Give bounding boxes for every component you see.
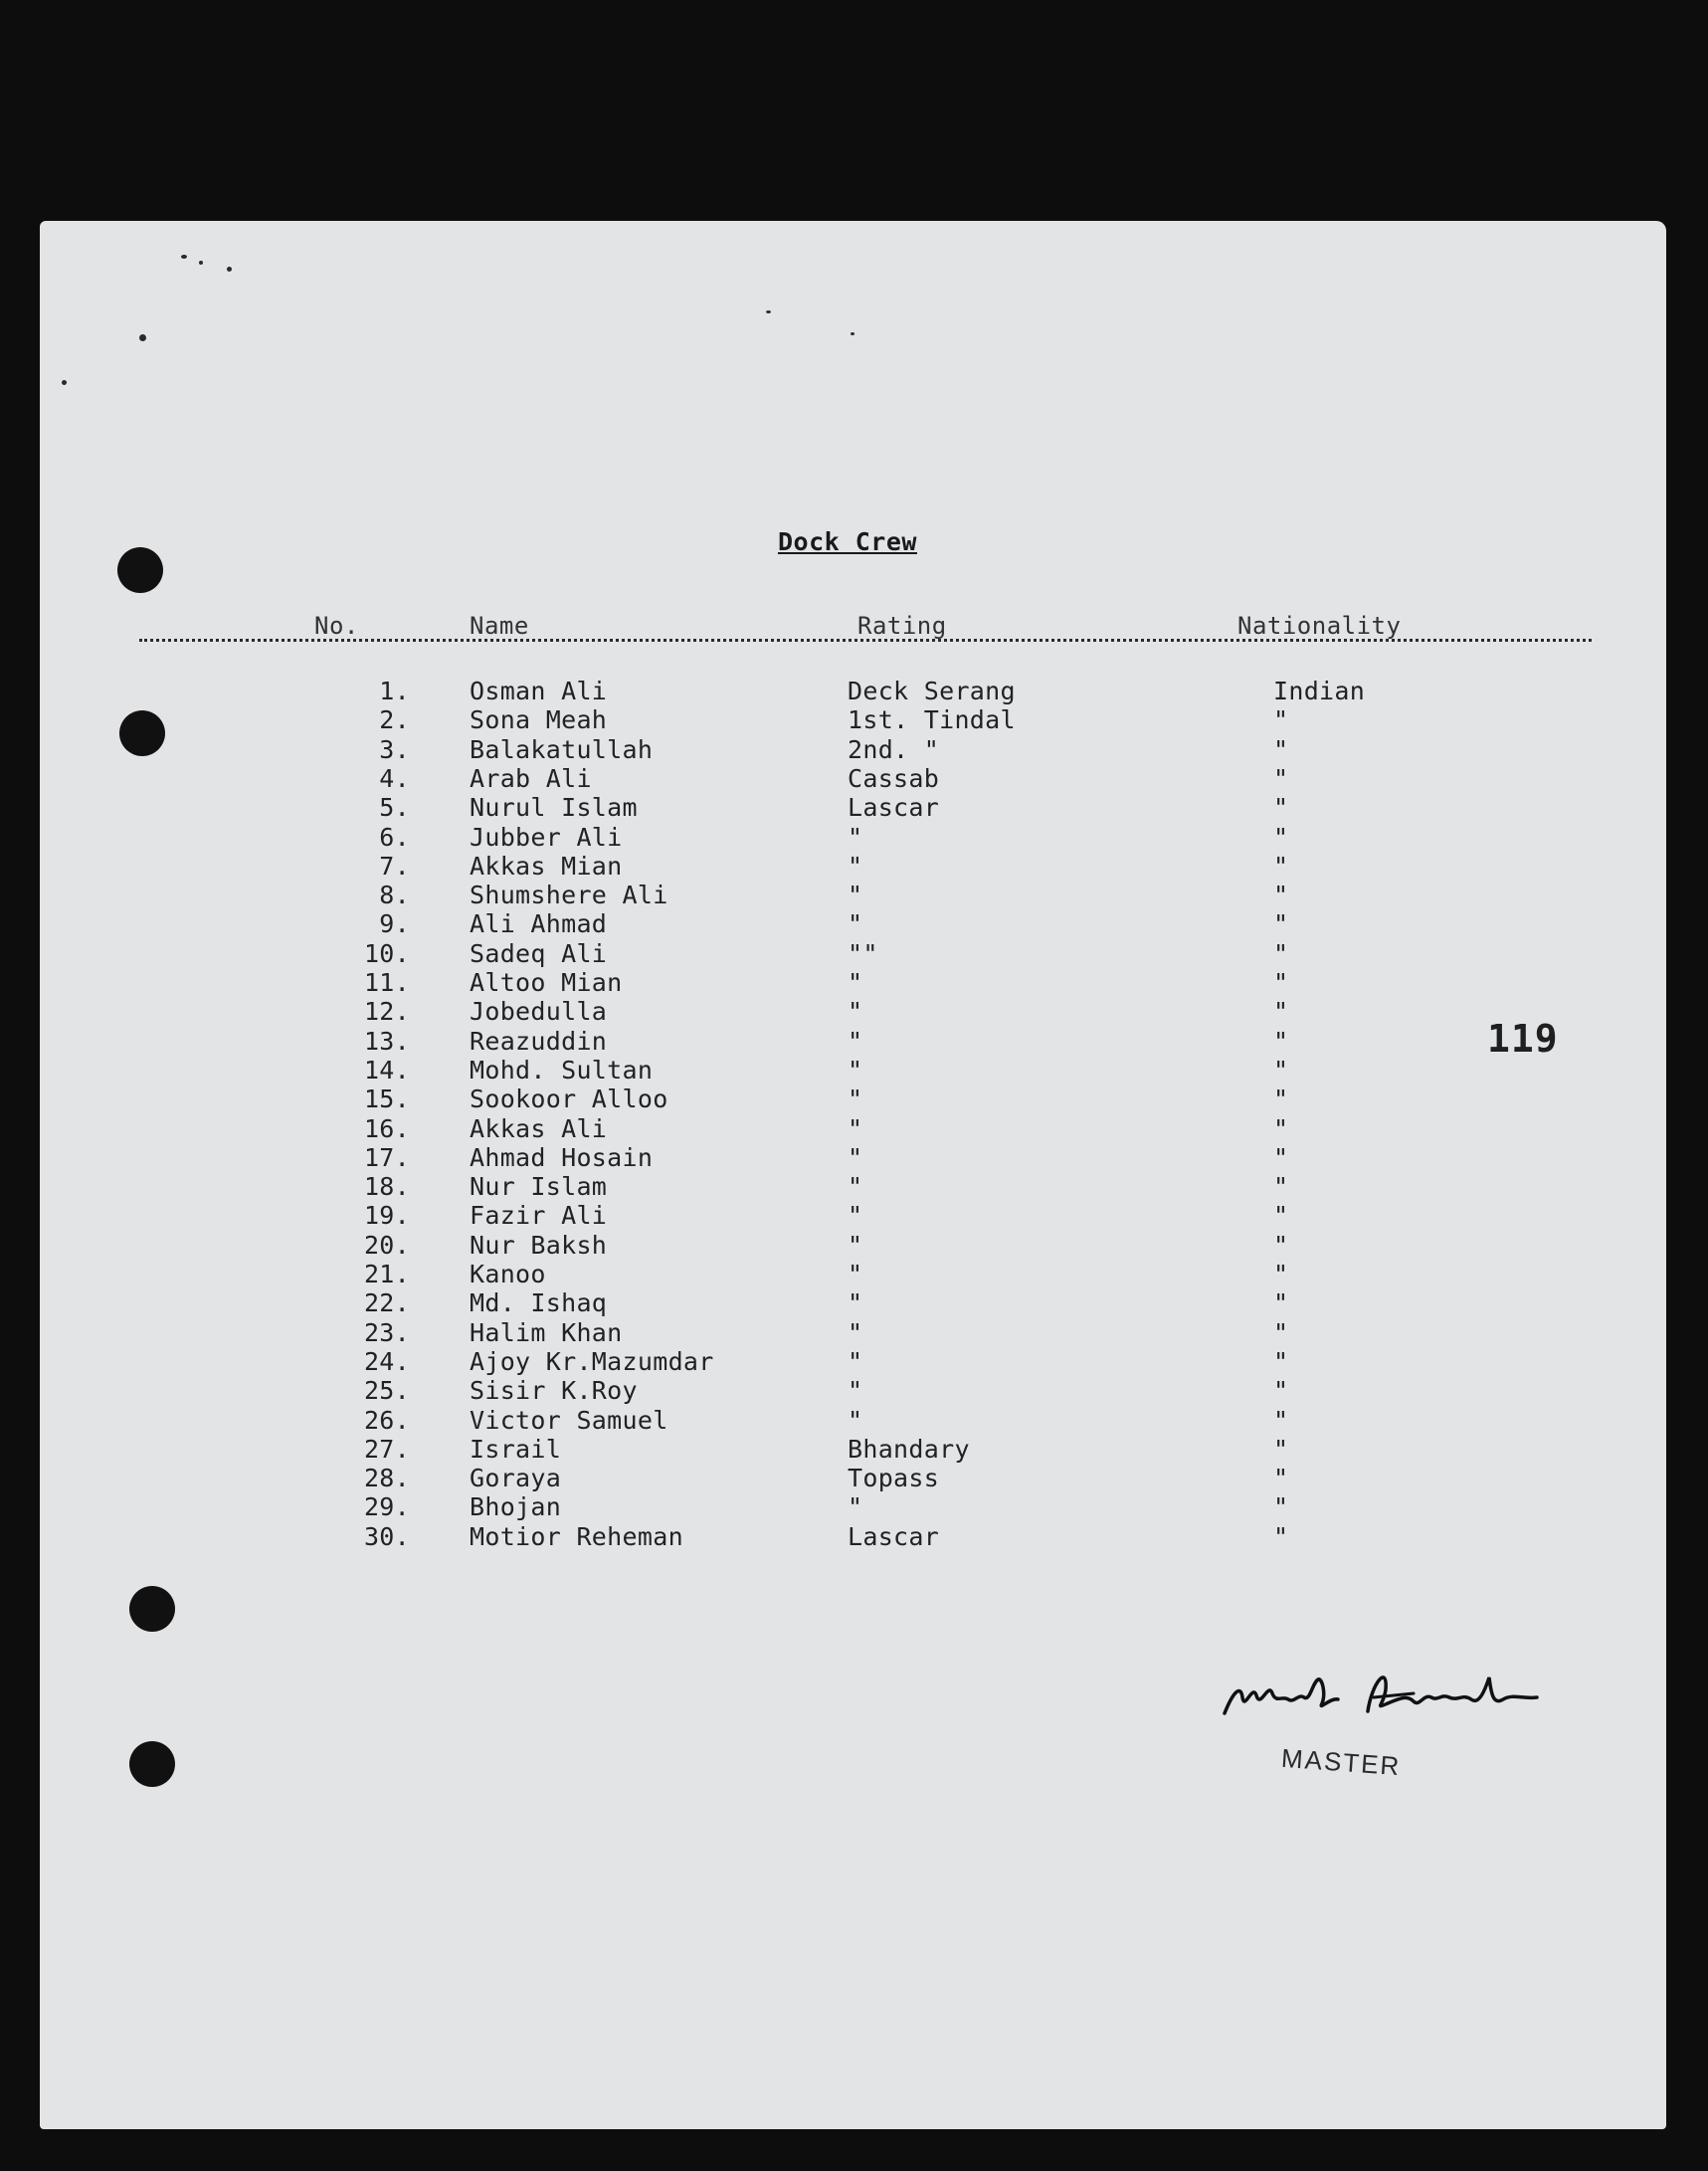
- crew-name: Nur Baksh: [470, 1230, 608, 1260]
- crew-nationality: ": [1273, 793, 1289, 823]
- crew-nationality: ": [1273, 1464, 1289, 1493]
- row-number: 15.: [363, 1085, 410, 1114]
- crew-nationality: ": [1273, 1172, 1289, 1202]
- row-number: 1.: [379, 677, 410, 705]
- punch-hole: [129, 1586, 175, 1632]
- ink-speck: [851, 332, 854, 335]
- table-row: [40, 1085, 1631, 1113]
- row-number: 12.: [363, 997, 410, 1027]
- crew-rating: ": [848, 997, 863, 1027]
- crew-nationality: ": [1273, 1201, 1289, 1231]
- crew-name: Akkas Ali: [470, 1113, 608, 1143]
- crew-name: Osman Ali: [470, 677, 608, 705]
- row-number: 23.: [363, 1317, 410, 1347]
- crew-name: Fazir Ali: [470, 1201, 608, 1231]
- crew-name: Ali Ahmad: [470, 909, 608, 939]
- crew-rating: ": [848, 1201, 863, 1231]
- crew-name: Victor Samuel: [470, 1405, 668, 1435]
- table-row: [40, 735, 1631, 764]
- crew-rating: ": [848, 1260, 863, 1288]
- crew-name: Israil: [470, 1434, 562, 1464]
- row-number: 2.: [379, 705, 410, 735]
- crew-rating: Cassab: [848, 763, 940, 793]
- ink-speck: [766, 310, 771, 313]
- crew-name: Nurul Islam: [470, 793, 638, 823]
- row-number: 26.: [363, 1405, 410, 1435]
- crew-rating: Lascar: [848, 1521, 940, 1551]
- crew-rating: ": [848, 822, 863, 852]
- crew-rating: 2nd. ": [848, 734, 940, 764]
- table-row: [40, 997, 1631, 1026]
- crew-rating: ": [848, 1172, 863, 1202]
- crew-rating: ": [848, 1317, 863, 1347]
- column-header-rating: Rating: [857, 612, 947, 640]
- crew-name: Sisir K.Roy: [470, 1376, 638, 1406]
- row-number: 25.: [363, 1376, 410, 1406]
- crew-rating: ": [848, 909, 863, 939]
- crew-name: Akkas Mian: [470, 851, 623, 881]
- crew-nationality: ": [1273, 1288, 1289, 1318]
- crew-nationality: ": [1273, 1346, 1289, 1376]
- crew-nationality: ": [1273, 997, 1289, 1027]
- crew-name: Ajoy Kr.Mazumdar: [470, 1346, 714, 1376]
- crew-rating: Deck Serang: [848, 677, 1016, 705]
- row-number: 16.: [363, 1113, 410, 1143]
- table-row: [40, 1406, 1631, 1435]
- crew-name: Sona Meah: [470, 705, 608, 735]
- table-row: [40, 1288, 1631, 1317]
- table-row: [40, 1492, 1631, 1521]
- crew-nationality: ": [1273, 1376, 1289, 1406]
- row-number: 17.: [363, 1142, 410, 1172]
- table-row: [40, 852, 1631, 881]
- document-title: Dock Crew: [778, 527, 917, 556]
- crew-rating: ": [848, 1026, 863, 1056]
- row-number: 24.: [363, 1346, 410, 1376]
- row-number: 27.: [363, 1434, 410, 1464]
- punch-hole: [129, 1741, 175, 1787]
- crew-nationality: ": [1273, 1260, 1289, 1288]
- crew-nationality: ": [1273, 968, 1289, 997]
- crew-nationality: ": [1273, 705, 1289, 735]
- column-header-nationality: Nationality: [1237, 612, 1402, 640]
- crew-nationality: ": [1273, 1142, 1289, 1172]
- crew-nationality: ": [1273, 1113, 1289, 1143]
- crew-nationality: ": [1273, 1434, 1289, 1464]
- ink-speck: [181, 255, 187, 259]
- table-row: [40, 1027, 1631, 1056]
- crew-nationality: ": [1273, 851, 1289, 881]
- table-row: [40, 1347, 1631, 1376]
- crew-name: Altoo Mian: [470, 968, 623, 997]
- column-header-name: Name: [470, 612, 529, 640]
- table-row: [40, 793, 1631, 822]
- row-number: 10.: [363, 938, 410, 968]
- row-number: 28.: [363, 1464, 410, 1493]
- row-number: 8.: [379, 881, 410, 910]
- ink-speck: [139, 334, 146, 341]
- crew-nationality: ": [1273, 1405, 1289, 1435]
- table-row: [40, 764, 1631, 793]
- crew-name: Nur Islam: [470, 1172, 608, 1202]
- crew-rating: ": [848, 1055, 863, 1085]
- row-number: 3.: [379, 734, 410, 764]
- table-row: [40, 1435, 1631, 1464]
- table-row: [40, 909, 1631, 938]
- table-row: [40, 968, 1631, 997]
- crew-name: Bhojan: [470, 1492, 562, 1522]
- row-number: 7.: [379, 851, 410, 881]
- crew-nationality: ": [1273, 734, 1289, 764]
- row-number: 9.: [379, 909, 410, 939]
- table-row: [40, 1231, 1631, 1260]
- crew-name: Md. Ishaq: [470, 1288, 608, 1318]
- crew-name: Mohd. Sultan: [470, 1055, 654, 1085]
- crew-name: Kanoo: [470, 1260, 546, 1288]
- crew-nationality: ": [1273, 822, 1289, 852]
- crew-rating: ": [848, 1405, 863, 1435]
- crew-rating: ": [848, 881, 863, 910]
- table-row: [40, 705, 1631, 734]
- crew-nationality: ": [1273, 1521, 1289, 1551]
- crew-rating: ": [848, 1376, 863, 1406]
- crew-nationality: Indian: [1273, 677, 1366, 705]
- crew-name: Jobedulla: [470, 997, 608, 1027]
- crew-rating: ": [848, 1492, 863, 1522]
- row-number: 29.: [363, 1492, 410, 1522]
- ink-speck: [199, 261, 203, 265]
- row-number: 21.: [363, 1260, 410, 1288]
- crew-rating: Lascar: [848, 793, 940, 823]
- table-row: [40, 1143, 1631, 1172]
- table-row: [40, 1172, 1631, 1201]
- row-number: 20.: [363, 1230, 410, 1260]
- crew-name: Sadeq Ali: [470, 938, 608, 968]
- crew-name: Balakatullah: [470, 734, 654, 764]
- crew-name: Jubber Ali: [470, 822, 623, 852]
- crew-nationality: ": [1273, 1492, 1289, 1522]
- table-row: [40, 1522, 1631, 1551]
- table-row: [40, 677, 1631, 705]
- crew-rating: Bhandary: [848, 1434, 970, 1464]
- crew-rating: ": [848, 1346, 863, 1376]
- table-row: [40, 1260, 1631, 1288]
- page-number: 119: [1487, 1017, 1559, 1061]
- signature-icon: [1219, 1654, 1577, 1743]
- crew-nationality: ": [1273, 1026, 1289, 1056]
- table-row: [40, 823, 1631, 852]
- crew-rating: 1st. Tindal: [848, 705, 1016, 735]
- crew-rating: ": [848, 968, 863, 997]
- crew-nationality: ": [1273, 1085, 1289, 1114]
- crew-name: Shumshere Ali: [470, 881, 668, 910]
- row-number: 14.: [363, 1055, 410, 1085]
- crew-rating: ": [848, 1142, 863, 1172]
- crew-name: Motior Reheman: [470, 1521, 683, 1551]
- crew-nationality: ": [1273, 1317, 1289, 1347]
- row-number: 19.: [363, 1201, 410, 1231]
- crew-nationality: ": [1273, 763, 1289, 793]
- row-number: 18.: [363, 1172, 410, 1202]
- table-row: [40, 1318, 1631, 1347]
- row-number: 11.: [363, 968, 410, 997]
- table-row: [40, 939, 1631, 968]
- crew-rating: ": [848, 851, 863, 881]
- signature-role: MASTER: [1280, 1742, 1403, 1782]
- crew-nationality: ": [1273, 1055, 1289, 1085]
- row-number: 6.: [379, 822, 410, 852]
- crew-name: Sookoor Alloo: [470, 1085, 668, 1114]
- crew-nationality: ": [1273, 909, 1289, 939]
- crew-nationality: ": [1273, 881, 1289, 910]
- table-row: [40, 1464, 1631, 1492]
- crew-name: Ahmad Hosain: [470, 1142, 654, 1172]
- row-number: 4.: [379, 763, 410, 793]
- row-number: 30.: [363, 1521, 410, 1551]
- crew-rating: ": [848, 1085, 863, 1114]
- table-row: [40, 1201, 1631, 1230]
- crew-rating: Topass: [848, 1464, 940, 1493]
- crew-rating: ": [848, 1113, 863, 1143]
- document-page: [40, 221, 1666, 2129]
- crew-name: Goraya: [470, 1464, 562, 1493]
- header-rule: [139, 639, 1592, 642]
- table-row: [40, 1056, 1631, 1085]
- column-header-no: No.: [314, 612, 359, 640]
- table-row: [40, 1376, 1631, 1405]
- crew-nationality: ": [1273, 1230, 1289, 1260]
- crew-rating: ": [848, 1288, 863, 1318]
- ink-speck: [227, 267, 232, 272]
- row-number: 5.: [379, 793, 410, 823]
- table-row: [40, 1114, 1631, 1143]
- punch-hole: [117, 547, 163, 593]
- crew-name: Halim Khan: [470, 1317, 623, 1347]
- crew-rating: ": [848, 1230, 863, 1260]
- table-row: [40, 881, 1631, 909]
- crew-nationality: ": [1273, 938, 1289, 968]
- ink-speck: [62, 380, 67, 385]
- crew-name: Reazuddin: [470, 1026, 608, 1056]
- row-number: 22.: [363, 1288, 410, 1318]
- row-number: 13.: [363, 1026, 410, 1056]
- crew-name: Arab Ali: [470, 763, 592, 793]
- crew-rating: "": [848, 938, 878, 968]
